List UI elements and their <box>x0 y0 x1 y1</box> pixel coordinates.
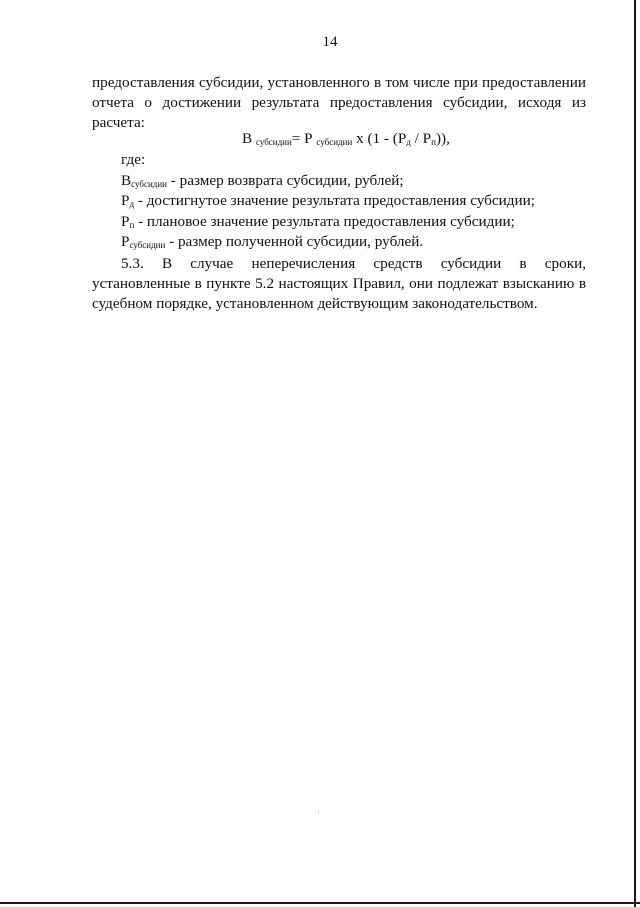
definition-line <box>121 212 586 232</box>
definition-symbol: Р <box>121 233 130 250</box>
scan-edge-bottom <box>0 902 640 904</box>
formula-rhs-part1: x (1 - (Р <box>356 130 407 147</box>
formula-rp-sub: п <box>431 137 436 147</box>
scan-speck <box>318 811 319 812</box>
definition-sub: п <box>129 220 135 230</box>
definition-text: - размер возврата субсидии, рублей; <box>170 172 404 189</box>
definition-line <box>121 171 586 191</box>
paragraph1-line1: предоставления субсидии, установленного в том числе при предоставлении <box>92 74 586 91</box>
definition-symbol: Р <box>121 213 130 230</box>
paragraph1-line3: расчета: <box>92 114 145 131</box>
scan-edge-right <box>634 0 636 907</box>
definition-line <box>121 232 586 252</box>
formula-slash: / Р <box>414 130 432 147</box>
definition-sub: субсидии <box>129 240 166 250</box>
paragraph2-line3: судебном порядке, установленном действующим законодательством. <box>92 295 538 312</box>
formula-closing: )), <box>435 130 450 147</box>
definition-text: - размер полученной субсидии, рублей. <box>169 233 424 250</box>
definition-sub: д <box>129 199 135 209</box>
definition-line <box>121 191 586 211</box>
formula-lhs-sub: субсидии <box>255 137 292 147</box>
definition-symbol: Р <box>121 192 130 209</box>
paragraph1-line2: отчета о достижении результата предоставления субсидии, исходя из <box>92 94 586 111</box>
definition-text: - достигнутое значение результата предоставления субсидии; <box>137 192 535 209</box>
where-label: где: <box>121 151 146 168</box>
page-number: 14 <box>322 34 338 50</box>
paragraph2-line2: установленные в пункте 5.2 настоящих Правил, они подлежат взысканию в <box>92 275 586 292</box>
formula-rd-sub: д <box>406 137 411 147</box>
formula-lhs-main: В <box>242 130 253 147</box>
definition-sub: субсидии <box>131 179 167 189</box>
definition-text: - плановое значение результата предоставления субсидии; <box>138 213 515 230</box>
definition-symbol: В <box>121 172 132 189</box>
formula <box>242 129 450 149</box>
paragraph2-line1: 5.3. В случае неперечисления средств субсидии в сроки, <box>121 255 586 272</box>
formula-rhs-sub: субсидии <box>316 137 353 147</box>
formula-equals: = Р <box>291 130 313 147</box>
